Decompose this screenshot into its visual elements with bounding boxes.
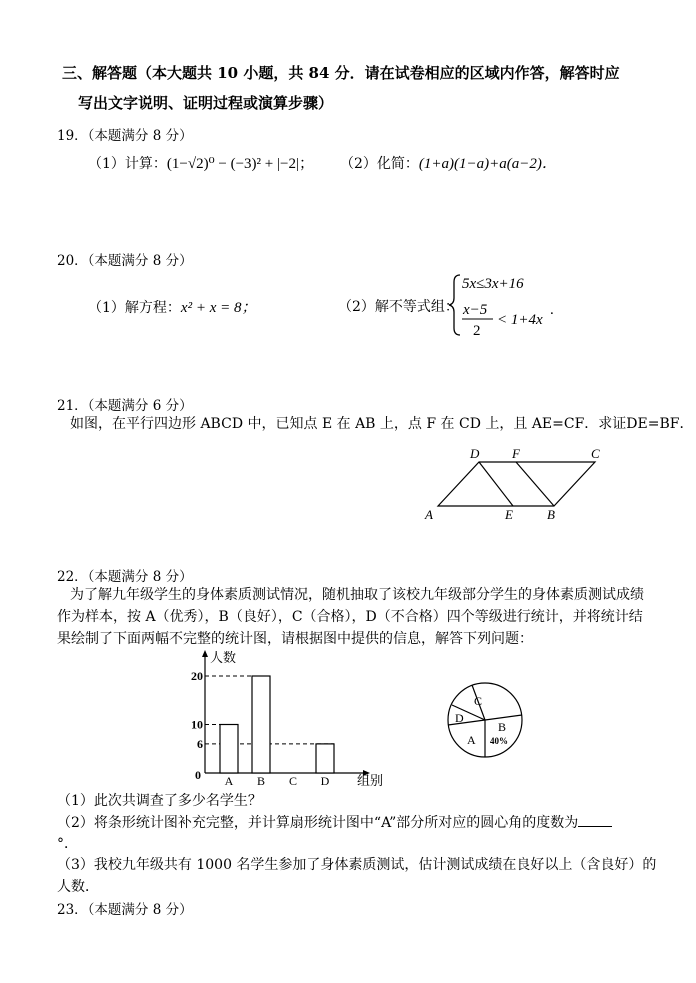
- q22-sub2-text: （2）将条形统计图补充完整，并计算扇形统计图中“A”部分所对应的圆心角的度数为: [57, 815, 579, 831]
- q20-part1-label: （1）解方程：: [88, 300, 181, 316]
- q21-header: 21．（本题满分 6 分）: [57, 398, 193, 414]
- system-numerator: x−5: [463, 302, 488, 318]
- label-b: B: [547, 507, 555, 522]
- pie-percent-b: 40%: [490, 736, 508, 746]
- category-label-D: D: [320, 774, 330, 788]
- q22-intro-line1: 为了解九年级学生的身体素质测试情况，随机抽取了该校九年级部分学生的身体素质测试成绩: [70, 587, 644, 603]
- q21-body: 如图，在平行四边形 ABCD 中，已知点 E 在 AB 上，点 F 在 CD 上，且 AE=CF．求证DE=BF．: [70, 416, 694, 432]
- bar-chart: [185, 648, 400, 788]
- q19-part1: [88, 152, 314, 173]
- answer-blank[interactable]: [578, 814, 612, 827]
- category-label-B: B: [256, 774, 266, 788]
- pie-chart: [440, 682, 540, 762]
- brace-icon: [449, 275, 460, 335]
- q22-sub3-line2: 人数．: [57, 879, 99, 895]
- pie-label-b: B: [498, 720, 507, 734]
- segment-fb: [516, 462, 554, 506]
- bar-D: [316, 744, 334, 773]
- q19-part2-label: （2）化简：: [340, 156, 419, 172]
- q22-sub2-line1: [57, 812, 612, 832]
- q19-part2-expr: (1+a)(1−a)+a(a−2)．: [418, 156, 557, 172]
- q22-header: 22．（本题满分 8 分）: [57, 569, 193, 585]
- q19-part1-label: （1）计算：: [88, 156, 167, 172]
- y-axis-label: 人数: [210, 650, 237, 665]
- q19-header: 19．（本题满分 8 分）: [57, 128, 193, 144]
- segment-de: [479, 462, 513, 506]
- category-label-C: C: [288, 774, 298, 788]
- label-f: F: [512, 446, 520, 461]
- q22-sub3-line1: （3）我校九年级共有 1000 名学生参加了身体素质测试，估计测试成绩在良好以上（含良好）的: [57, 857, 657, 873]
- label-e: E: [505, 507, 513, 522]
- section-title-line1: 三、解答题（本大题共 10 小题，共 84 分．请在试卷相应的区域内作答，解答时应: [62, 64, 620, 82]
- section-title-line2: 写出文字说明、证明过程或演算步骤）: [78, 94, 334, 112]
- label-d: D: [470, 446, 480, 461]
- q22-intro-line2: 作为样本，按 A（优秀），B（良好），C（合格），D（不合格）四个等级进行统计，并将统计结: [57, 609, 643, 625]
- bar-A: [220, 725, 238, 774]
- system-line1: 5x≤3x+16: [462, 276, 524, 292]
- system-end: .: [550, 302, 554, 318]
- bar-B: [252, 676, 270, 773]
- q22-sub1: （1）此次共调查了多少名学生？: [57, 793, 262, 809]
- parallelogram-figure: [420, 445, 620, 525]
- pie-label-c: C: [474, 694, 483, 708]
- x-axis-label: 组别: [357, 773, 384, 788]
- parallelogram-abcd: [438, 462, 595, 506]
- q22-intro-line3: 果绘制了下面两幅不完整的统计图，请根据图中提供的信息，解答下列问题：: [57, 631, 533, 647]
- y-tick-label: 10: [191, 717, 203, 732]
- q20-part2-label: （2）解不等式组：: [338, 299, 459, 315]
- q19-part1-expr: (1−√2)⁰ − (−3)² + |−2|；: [166, 156, 314, 172]
- y-tick-label: 20: [191, 669, 203, 683]
- q20-part1-expr: x² + x = 8；: [180, 300, 257, 316]
- q22-sub2-line2: °．: [57, 836, 78, 852]
- y-axis-arrow-icon: [202, 650, 208, 657]
- q20-part1: [88, 296, 256, 317]
- label-c: C: [591, 446, 600, 461]
- pie-label-a: A: [467, 733, 476, 747]
- pie-label-d: D: [455, 711, 464, 725]
- q23-header: 23．（本题满分 8 分）: [57, 902, 193, 918]
- category-label-A: A: [224, 774, 234, 788]
- q20-header: 20．（本题满分 8 分）: [57, 253, 193, 269]
- q19-part2: [340, 152, 557, 173]
- y-tick-label: 6: [197, 736, 203, 751]
- label-a: A: [425, 507, 433, 522]
- system-denominator: 2: [473, 323, 481, 339]
- system-rhs: < 1+4x: [497, 312, 543, 328]
- inequality-system: [446, 270, 566, 340]
- origin-label: 0: [195, 768, 201, 782]
